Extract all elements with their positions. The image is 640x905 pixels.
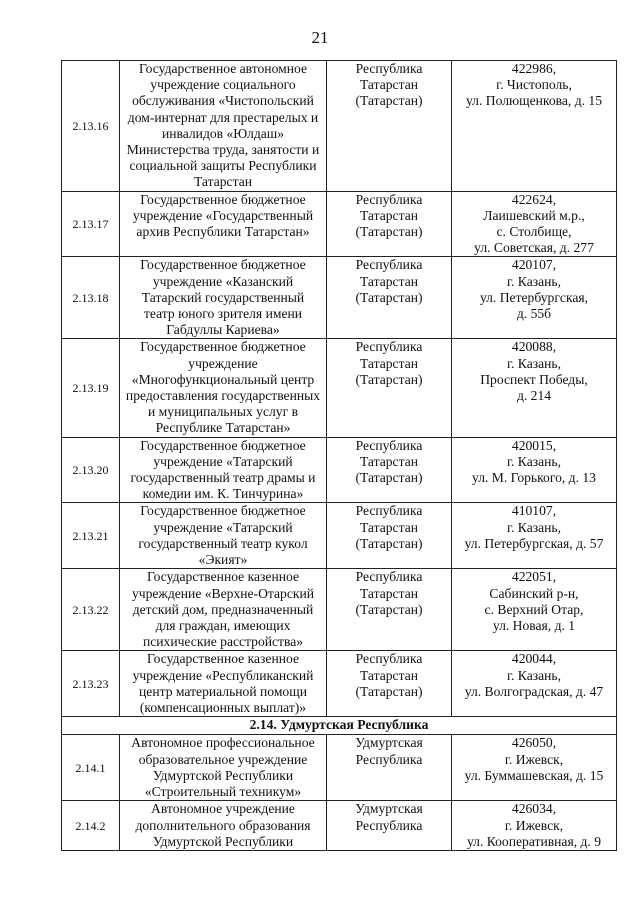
institution-name: Государственное бюджетное учреждение «Татарский государственный театр драмы и комедии им. К. Тинчурина» bbox=[120, 437, 327, 503]
row-number: 2.14.2 bbox=[62, 801, 120, 851]
address: 426034, г. Ижевск, ул. Кооперативная, д. 9 bbox=[452, 801, 617, 851]
institution-name: Автономное профессиональное образовательное учреждение Удмуртской Республики «Строительный техникум» bbox=[120, 735, 327, 801]
institution-name: Государственное бюджетное учреждение «Многофункциональный центр предоставления государственных и муниципальных услуг в Республике Татарстан» bbox=[120, 339, 327, 437]
institution-name: Государственное бюджетное учреждение «Татарский государственный театр кукол «Экият» bbox=[120, 503, 327, 569]
address: 426050, г. Ижевск, ул. Буммашевская, д. 15 bbox=[452, 735, 617, 801]
region: Республика Татарстан (Татарстан) bbox=[327, 257, 452, 339]
section-heading: 2.14. Удмуртская Республика bbox=[62, 717, 617, 735]
institution-name: Государственное казенное учреждение «Республиканский центр материальной помощи (компенсационных выплат)» bbox=[120, 651, 327, 717]
section-row bbox=[62, 717, 617, 735]
row-number: 2.13.23 bbox=[62, 651, 120, 717]
region: Республика Татарстан (Татарстан) bbox=[327, 191, 452, 257]
row-number: 2.13.18 bbox=[62, 257, 120, 339]
region: Удмуртская Республика bbox=[327, 735, 452, 801]
page-number: 21 bbox=[311, 28, 329, 47]
row-number: 2.13.19 bbox=[62, 339, 120, 437]
address: 422051, Сабинский р-н, с. Верхний Отар, ул. Новая, д. 1 bbox=[452, 569, 617, 651]
table-row bbox=[62, 257, 617, 339]
address: 422624, Лаишевский м.р., с. Столбище, ул. Советская, д. 277 bbox=[452, 191, 617, 257]
region: Республика Татарстан (Татарстан) bbox=[327, 61, 452, 192]
region: Республика Татарстан (Татарстан) bbox=[327, 437, 452, 503]
address: 422986, г. Чистополь, ул. Полющенкова, д. 15 bbox=[452, 61, 617, 192]
institution-name: Государственное казенное учреждение «Верхне-Отарский детский дом, предназначенный для граждан, имеющих психические расстройства» bbox=[120, 569, 327, 651]
table-row bbox=[62, 437, 617, 503]
region: Республика Татарстан (Татарстан) bbox=[327, 339, 452, 437]
row-number: 2.13.17 bbox=[62, 191, 120, 257]
row-number: 2.13.16 bbox=[62, 61, 120, 192]
region: Республика Татарстан (Татарстан) bbox=[327, 503, 452, 569]
table-row bbox=[62, 569, 617, 651]
region: Удмуртская Республика bbox=[327, 801, 452, 851]
table-row bbox=[62, 735, 617, 801]
institutions-table bbox=[61, 60, 617, 851]
address: 420107, г. Казань, ул. Петербургская, д. 55б bbox=[452, 257, 617, 339]
row-number: 2.14.1 bbox=[62, 735, 120, 801]
institution-name: Государственное бюджетное учреждение «Казанский Татарский государственный театр юного зрителя имени Габдуллы Кариева» bbox=[120, 257, 327, 339]
address: 420044, г. Казань, ул. Волгоградская, д. 47 bbox=[452, 651, 617, 717]
address: 420088, г. Казань, Проспект Победы, д. 214 bbox=[452, 339, 617, 437]
address: 420015, г. Казань, ул. М. Горького, д. 13 bbox=[452, 437, 617, 503]
table-row bbox=[62, 651, 617, 717]
row-number: 2.13.20 bbox=[62, 437, 120, 503]
row-number: 2.13.21 bbox=[62, 503, 120, 569]
institution-name: Автономное учреждение дополнительного образования Удмуртской Республики bbox=[120, 801, 327, 851]
table-row bbox=[62, 503, 617, 569]
institution-name: Государственное автономное учреждение социального обслуживания «Чистопольский дом-интернат для престарелых и инвалидов «Юлдаш» Министерства труда, занятости и социальной защиты Республики Татарстан bbox=[120, 61, 327, 192]
table-row bbox=[62, 339, 617, 437]
institution-name: Государственное бюджетное учреждение «Государственный архив Республики Татарстан» bbox=[120, 191, 327, 257]
region: Республика Татарстан (Татарстан) bbox=[327, 569, 452, 651]
address: 410107, г. Казань, ул. Петербургская, д. 57 bbox=[452, 503, 617, 569]
table-row bbox=[62, 61, 617, 192]
table-row bbox=[62, 191, 617, 257]
region: Республика Татарстан (Татарстан) bbox=[327, 651, 452, 717]
table-row bbox=[62, 801, 617, 851]
row-number: 2.13.22 bbox=[62, 569, 120, 651]
